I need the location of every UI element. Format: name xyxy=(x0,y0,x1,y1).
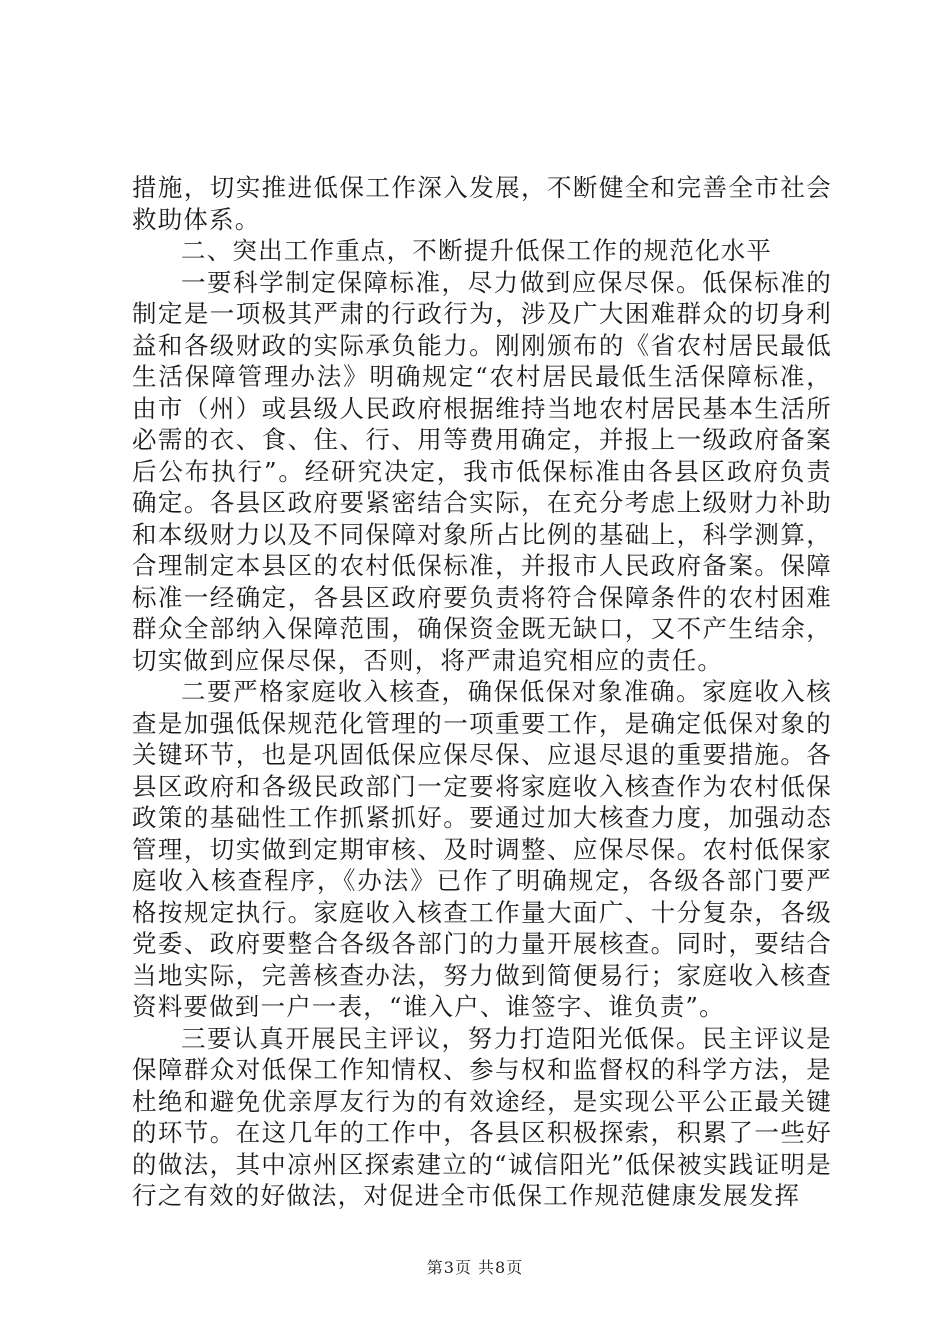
paragraph-point-1: 一要科学制定保障标准，尽力做到应保尽保。低保标准的制定是一项极其严肃的行政行为，涉及广大困难群众的切身利益和各级财政的实际承负能力。刚刚颁布的《省农村居民最低生活保障管理办法》明确规定“农村居民最低生活保障标准，由市（州）或县级人民政府根据维持当地农村居民基本生活所必需的衣、食、住、行、用等费用确定，并报上一级政府备案后公布执行”。经研究决定，我市低保标准由各县区政府负责确定。各县区政府要紧密结合实际，在充分考虑上级财力补助和本级财力以及不同保障对象所占比例的基础上，科学测算，合理制定本县区的农村低保标准，并报市人民政府备案。保障标准一经确定，各县区政府要负责将符合保障条件的农村困难群众全部纳入保障范围，确保资金既无缺口，又不产生结余，切实做到应保尽保，否则，将严肃追究相应的责任。 xyxy=(132,267,832,675)
section-heading: 二、突出工作重点，不断提升低保工作的规范化水平 xyxy=(181,236,773,265)
paragraph-point-2: 二要严格家庭收入核查，确保低保对象准确。家庭收入核查是加强低保规范化管理的一项重要工作，是确定低保对象的关键环节，也是巩固低保应保尽保、应退尽退的重要措施。各县区政府和各级民政部门一定要将家庭收入核查作为农村低保政策的基础性工作抓紧抓好。要通过加大核查力度，加强动态管理，切实做到定期审核、及时调整、应保尽保。农村低保家庭收入核查程序，《办法》已作了明确规定，各级各部门要严格按规定执行。家庭收入核查工作量大面广、十分复杂，各级党委、政府要整合各级各部门的力量开展核查。同时，要结合当地实际，完善核查办法，努力做到简便易行；家庭收入核查资料要做到一户一表，“谁入户、谁签字、谁负责”。 xyxy=(132,677,832,1021)
document-body xyxy=(132,172,832,1212)
paragraph-intro-continuation: 措施，切实推进低保工作深入发展，不断健全和完善全市社会救助体系。 xyxy=(132,173,832,234)
paragraph-point-3: 三要认真开展民主评议，努力打造阳光低保。民主评议是保障群众对低保工作知情权、参与权和监督权的科学方法，是杜绝和避免优亲厚友行为的有效途经，是实现公平公正最关键的环节。在这几年的工作中，各县区积极探索，积累了一些好的做法，其中凉州区探索建立的“诚信阳光”低保被实践证明是行之有效的好做法，对促进全市低保工作规范健康发展发挥 xyxy=(132,1023,832,1210)
page-number-footer: 第3页 共8页 xyxy=(426,1258,524,1277)
